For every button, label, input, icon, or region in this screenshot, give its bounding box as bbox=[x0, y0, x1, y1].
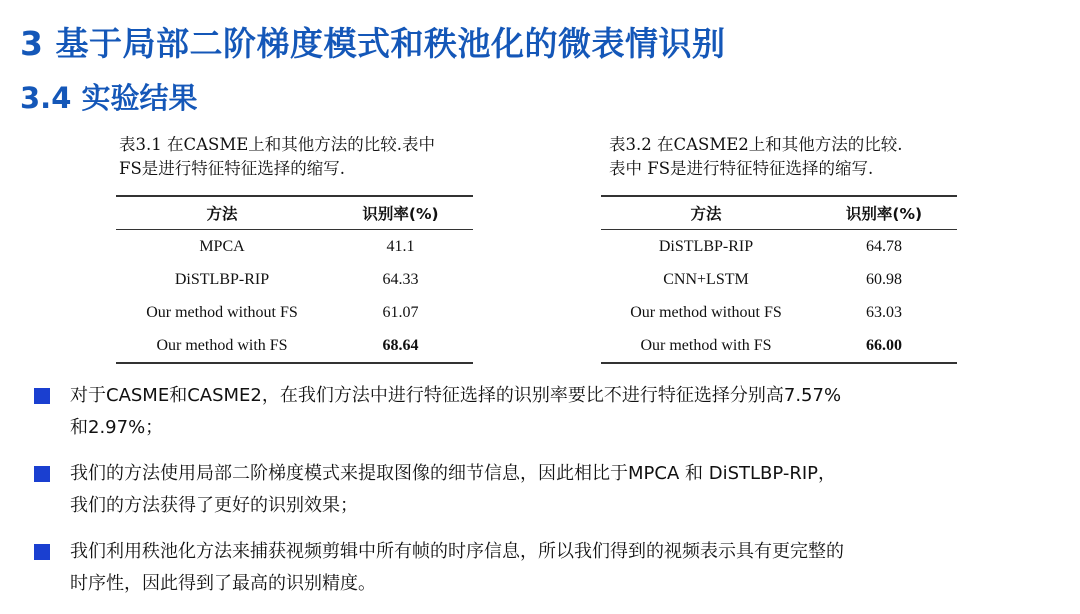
method-cell: Our method with FS bbox=[116, 329, 328, 363]
table-row bbox=[601, 296, 957, 329]
rate-cell: 66.00 bbox=[811, 329, 957, 363]
conclusion-list bbox=[34, 380, 1074, 614]
method-cell: Our method without FS bbox=[146, 303, 298, 321]
table2-header-rate: 识别率(%) bbox=[811, 196, 957, 230]
bullet-text-line: 时序性，因此得到了最高的识别精度。 bbox=[70, 573, 376, 594]
table1-caption bbox=[116, 133, 473, 181]
table1-caption-line: 表3.1 在CASME上和其他方法的比较.表中 bbox=[119, 135, 436, 154]
table1-header-method: 方法 bbox=[116, 196, 328, 230]
table-row bbox=[601, 263, 957, 296]
table-row bbox=[116, 329, 473, 363]
section-title: 3.4 实验结果 bbox=[20, 81, 198, 115]
bullet-text-line: 我们的方法获得了更好的识别效果； bbox=[70, 495, 358, 516]
table2-block bbox=[601, 133, 957, 364]
list-item bbox=[34, 458, 1074, 522]
table-row bbox=[116, 263, 473, 296]
table-row bbox=[116, 296, 473, 329]
table2 bbox=[601, 195, 957, 364]
table2-caption-line: 表中 FS是进行特征特征选择的缩写. bbox=[609, 159, 874, 178]
list-item bbox=[34, 380, 1074, 444]
method-cell: Our method with FS bbox=[601, 329, 811, 363]
method-cell: CNN+LSTM bbox=[663, 270, 749, 288]
square-bullet-icon bbox=[34, 466, 50, 482]
table-row bbox=[601, 329, 957, 363]
bullet-text-line: 我们利用秩池化方法来捕获视频剪辑中所有帧的时序信息，所以我们得到的视频表示具有更完整的 bbox=[70, 541, 844, 562]
table2-header-method: 方法 bbox=[601, 196, 811, 230]
table1 bbox=[116, 195, 473, 364]
table2-caption bbox=[601, 133, 957, 181]
rate-cell: 60.98 bbox=[866, 270, 902, 288]
table1-caption-line: FS是进行特征特征选择的缩写. bbox=[119, 159, 345, 178]
table-row bbox=[116, 230, 473, 264]
rate-cell: 63.03 bbox=[866, 303, 902, 321]
square-bullet-icon bbox=[34, 388, 50, 404]
method-cell: DiSTLBP-RIP bbox=[174, 270, 270, 288]
list-item bbox=[34, 536, 1074, 600]
rate-cell: 68.64 bbox=[328, 329, 473, 363]
table1-header-rate: 识别率(%) bbox=[328, 196, 473, 230]
slide-title: 3 基于局部二阶梯度模式和秩池化的微表情识别 bbox=[20, 24, 726, 63]
method-cell: Our method without FS bbox=[630, 303, 782, 321]
rate-cell: 64.33 bbox=[382, 270, 419, 288]
rate-cell: 64.78 bbox=[866, 237, 902, 255]
table-row bbox=[601, 230, 957, 264]
bullet-text-line: 和2.97%； bbox=[70, 417, 164, 438]
bullet-text-line: 对于CASME和CASME2，在我们方法中进行特征选择的识别率要比不进行特征选择分别高7.57% bbox=[70, 385, 842, 406]
square-bullet-icon bbox=[34, 544, 50, 560]
rate-cell: 41.1 bbox=[386, 237, 415, 255]
rate-cell: 61.07 bbox=[382, 303, 419, 321]
method-cell: DiSTLBP-RIP bbox=[658, 237, 754, 255]
table2-caption-line: 表3.2 在CASME2上和其他方法的比较. bbox=[609, 135, 903, 154]
method-cell: MPCA bbox=[199, 237, 245, 255]
table1-block bbox=[116, 133, 473, 364]
bullet-text-line: 我们的方法使用局部二阶梯度模式来提取图像的细节信息，因此相比于MPCA 和 DiSTLBP-RIP， bbox=[70, 463, 836, 484]
